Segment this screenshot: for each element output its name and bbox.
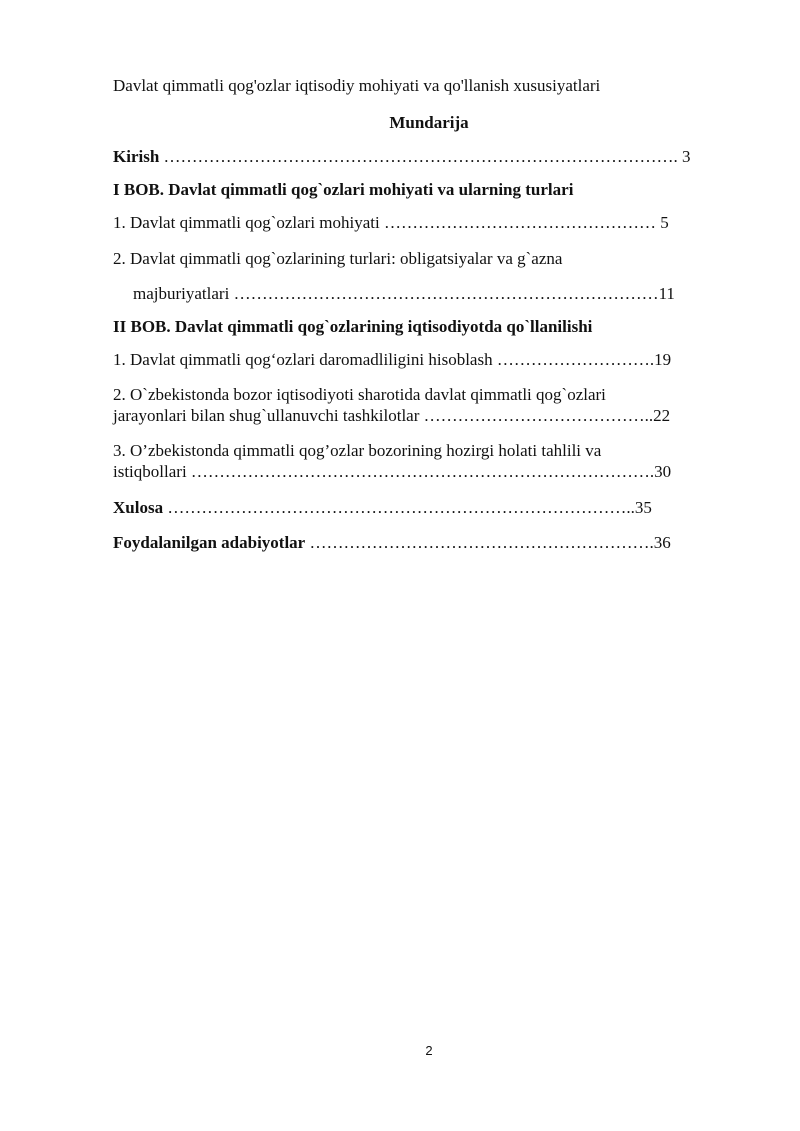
toc-page-number: 5	[660, 213, 669, 232]
toc-chapter-2: II BOB. Davlat qimmatli qog`ozlarining iqtisodiyotda qo`llanilishi	[113, 317, 593, 336]
toc-leader-dots: …………………………………………………………………	[229, 284, 659, 303]
toc-page-number: 36	[653, 533, 671, 552]
toc-leader-dots: ……………………….	[492, 350, 655, 369]
toc-heading: Mundarija	[389, 113, 469, 132]
toc-page-number: 22	[653, 406, 671, 425]
toc-entry-adabiyotlar	[113, 533, 671, 553]
toc-leader-dots: …………………………………………	[379, 213, 661, 232]
toc-leader-dots: …………………………………………………….	[305, 533, 654, 552]
toc-leader-dots: ………………………………………………………………………..	[163, 498, 635, 517]
toc-entry-2-3: 3. O’zbekistonda qimmatli qog’ozlar bozorining hozirgi holati tahlili va	[113, 441, 602, 460]
document-title: Davlat qimmatli qog'ozlar iqtisodiy mohiyati va qo'llanish xususiyatlari	[113, 76, 601, 95]
toc-entry-2-2: 2. O`zbekistonda bozor iqtisodiyoti sharotida davlat qimmatli qog`ozlari	[113, 385, 606, 404]
toc-entry-label: jarayonlari bilan shug`ullanuvchi tashkilotlar	[113, 406, 420, 425]
toc-page-number: 35	[634, 498, 652, 517]
toc-page-number: 11	[658, 284, 675, 303]
toc-entry-label: 1. Davlat qimmatli qog`ozlari mohiyati	[113, 213, 380, 232]
toc-entry-1-2-cont	[133, 284, 675, 304]
toc-entry-label: Foydalanilgan adabiyotlar	[113, 533, 306, 552]
toc-entry-label: 1. Davlat qimmatli qog‘ozlari daromadliligini hisoblash	[113, 350, 493, 369]
toc-entry-2-1	[113, 350, 671, 370]
toc-entry-2-2-cont	[113, 406, 670, 426]
toc-entry-1-2: 2. Davlat qimmatli qog`ozlarining turlari: obligatsiyalar va g`azna	[113, 249, 563, 268]
toc-entry-1-1	[113, 213, 669, 233]
page-number: 2	[425, 1043, 433, 1058]
toc-entry-2-3-cont	[113, 462, 671, 482]
toc-entry-kirish	[113, 147, 691, 167]
toc-entry-label: majburiyatlari	[133, 284, 230, 303]
toc-entry-label: Xulosa	[113, 498, 164, 517]
toc-leader-dots: ……………………………………………………………………………….	[159, 147, 683, 166]
toc-leader-dots: ……………………………………………………………………….	[186, 462, 655, 481]
toc-entry-label: istiqbollari	[113, 462, 187, 481]
toc-entry-label: Kirish	[113, 147, 160, 166]
toc-entry-xulosa	[113, 498, 652, 518]
toc-page-number: 30	[654, 462, 672, 481]
toc-chapter-1: I BOB. Davlat qimmatli qog`ozlari mohiyati va ularning turlari	[113, 180, 574, 199]
toc-page-number: 3	[682, 147, 691, 166]
toc-leader-dots: …………………………………..	[419, 406, 654, 425]
toc-page-number: 19	[654, 350, 672, 369]
